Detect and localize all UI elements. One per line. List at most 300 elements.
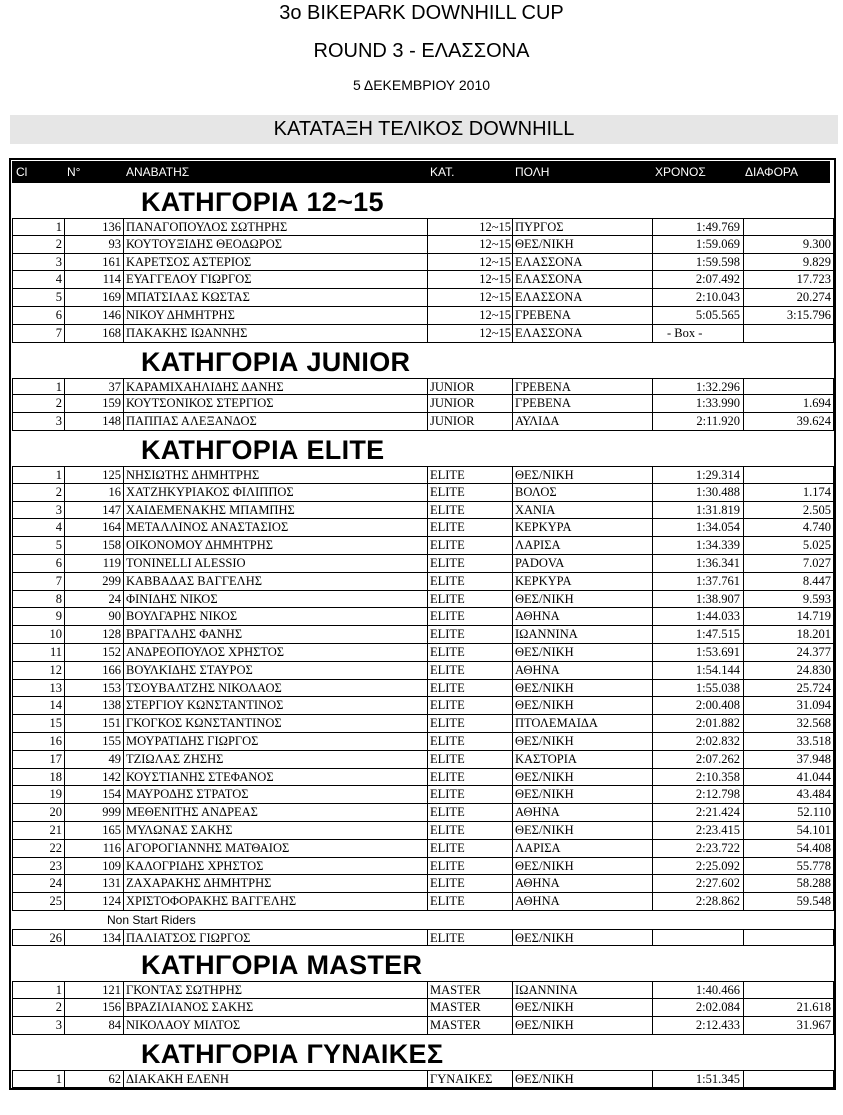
- cell-number: 168: [64, 325, 123, 343]
- table-row: [11, 325, 834, 343]
- table-row: [11, 644, 834, 662]
- cell-rider: ΠΑΛΙΑΤΣΟΣ ΓΙΩΡΓΟΣ: [123, 929, 427, 947]
- cell-city: ΚΑΣΤΟΡΙΑ: [512, 751, 652, 769]
- cell-position: 23: [12, 858, 64, 876]
- cell-time: 5:05.565: [652, 307, 743, 325]
- cell-city: ΧΑΝΙΑ: [512, 502, 652, 520]
- cell-position: 13: [12, 680, 64, 698]
- table-row: [11, 893, 834, 911]
- cell-rider: ΔΙΑΚΑΚΗ ΕΛΕΝΗ: [123, 1070, 427, 1088]
- cell-number: 169: [64, 289, 123, 307]
- cell-rider: ΑΓΟΡΟΓΙΑΝΝΗΣ ΜΑΤΘΑΙΟΣ: [123, 840, 427, 858]
- cell-city: ΑΘΗΝΑ: [512, 804, 652, 822]
- cell-diff: [743, 1070, 834, 1088]
- cell-number: 166: [64, 662, 123, 680]
- cell-time: 1:31.819: [652, 502, 743, 520]
- cell-rider: ΦΙΝΙΔΗΣ ΝΙΚΟΣ: [123, 591, 427, 609]
- cell-number: 159: [64, 395, 123, 413]
- cell-category: ELITE: [427, 822, 512, 840]
- table-row: [11, 395, 834, 413]
- cell-position: 11: [12, 644, 64, 662]
- table-row: [11, 555, 834, 573]
- table-row: [11, 626, 834, 644]
- cell-time: 2:21.424: [652, 804, 743, 822]
- cell-diff: 4.740: [743, 519, 834, 537]
- cell-diff: 17.723: [743, 271, 834, 289]
- table-row: [11, 254, 834, 272]
- table-row: [11, 999, 834, 1017]
- table-row: [11, 608, 834, 626]
- non-start-label: Non Start Riders: [107, 912, 196, 927]
- cell-number: 152: [64, 644, 123, 662]
- cell-number: 299: [64, 573, 123, 591]
- cell-diff: 39.624: [743, 413, 834, 431]
- cell-position: 24: [12, 875, 64, 893]
- cell-number: 16: [64, 484, 123, 502]
- table-row: [11, 751, 834, 769]
- cell-rider: ΧΑΙΔΕΜΕΝΑΚΗΣ ΜΠΑΜΠΗΣ: [123, 502, 427, 520]
- col-number: N°: [67, 165, 81, 179]
- cell-position: 6: [12, 307, 64, 325]
- cell-number: 84: [64, 1017, 123, 1035]
- cell-time: 1:53.691: [652, 644, 743, 662]
- category-title: ΚΑΤΗΓΟΡΙΑ JUNIOR: [141, 346, 411, 377]
- cell-city: ΘΕΣ/ΝΙΚΗ: [512, 644, 652, 662]
- cell-position: 12: [12, 662, 64, 680]
- cell-diff: 9.829: [743, 254, 834, 272]
- category-heading: [11, 343, 834, 378]
- cell-city: ΘΕΣ/ΝΙΚΗ: [512, 591, 652, 609]
- cell-time: 1:44.033: [652, 608, 743, 626]
- cell-number: 147: [64, 502, 123, 520]
- cell-position: 26: [12, 929, 64, 947]
- cell-time: 1:32.296: [652, 378, 743, 396]
- cell-rider: ΠΑΝΑΓΟΠΟΥΛΟΣ ΣΩΤΗΡΗΣ: [123, 218, 427, 236]
- cell-category: 12~15: [427, 218, 512, 236]
- table-row: [11, 680, 834, 698]
- table-row: [11, 537, 834, 555]
- cell-number: 138: [64, 697, 123, 715]
- cell-time: 2:10.043: [652, 289, 743, 307]
- cell-number: 124: [64, 893, 123, 911]
- cell-diff: 1.694: [743, 395, 834, 413]
- cell-rider: ΓΚΟΓΚΟΣ ΚΩΝΣΤΑΝΤΙΝΟΣ: [123, 715, 427, 733]
- cell-position: 15: [12, 715, 64, 733]
- cell-city: ΑΘΗΝΑ: [512, 875, 652, 893]
- cell-position: 21: [12, 822, 64, 840]
- cell-rider: ΣΤΕΡΓΙΟΥ ΚΩΝΣΤΑΝΤΙΝΟΣ: [123, 697, 427, 715]
- cell-number: 121: [64, 981, 123, 999]
- cell-diff: [743, 218, 834, 236]
- table-row: [11, 591, 834, 609]
- cell-rider: ΚΑΡΕΤΣΟΣ ΑΣΤΕΡΙΟΣ: [123, 254, 427, 272]
- cell-position: 9: [12, 608, 64, 626]
- cell-number: 151: [64, 715, 123, 733]
- cell-category: MASTER: [427, 999, 512, 1017]
- cell-number: 154: [64, 786, 123, 804]
- cell-rider: ΜΕΘΕΝΙΤΗΣ ΑΝΔΡΕΑΣ: [123, 804, 427, 822]
- cell-rider: ΟΙΚΟΝΟΜΟΥ ΔΗΜΗΤΡΗΣ: [123, 537, 427, 555]
- cell-position: 1: [12, 1070, 64, 1088]
- cell-time: 2:00.408: [652, 697, 743, 715]
- cell-diff: 8.447: [743, 573, 834, 591]
- cell-time: 1:37.761: [652, 573, 743, 591]
- cell-time: 2:02.084: [652, 999, 743, 1017]
- cell-number: 155: [64, 733, 123, 751]
- cell-rider: ΤΖΙΩΛΑΣ ΖΗΣΗΣ: [123, 751, 427, 769]
- table-row: [11, 378, 834, 396]
- cell-category: 12~15: [427, 325, 512, 343]
- table-row: [11, 786, 834, 804]
- event-title: 3o BIKEPARK DOWNHILL CUP: [279, 2, 564, 24]
- cell-city: ΒΟΛΟΣ: [512, 484, 652, 502]
- cell-time: 1:54.144: [652, 662, 743, 680]
- cell-rider: ΠΑΚΑΚΗΣ ΙΩΑΝΝΗΣ: [123, 325, 427, 343]
- table-row: [11, 840, 834, 858]
- cell-time: 2:01.882: [652, 715, 743, 733]
- table-row: [11, 875, 834, 893]
- cell-position: 2: [12, 395, 64, 413]
- cell-number: 156: [64, 999, 123, 1017]
- cell-rider: ΖΑΧΑΡΑΚΗΣ ΔΗΜΗΤΡΗΣ: [123, 875, 427, 893]
- round-title: ROUND 3 - ΕΛΑΣΣΟΝΑ: [313, 40, 530, 62]
- cell-rider: ΒΟΥΛΓΑΡΗΣ ΝΙΚΟΣ: [123, 608, 427, 626]
- cell-position: 16: [12, 733, 64, 751]
- cell-position: 3: [12, 1017, 64, 1035]
- cell-position: 5: [12, 289, 64, 307]
- cell-category: 12~15: [427, 307, 512, 325]
- cell-time: 1:59.598: [652, 254, 743, 272]
- cell-position: 22: [12, 840, 64, 858]
- cell-category: JUNIOR: [427, 413, 512, 431]
- column-header-row: [12, 161, 830, 183]
- results-banner: [10, 115, 838, 144]
- cell-diff: 41.044: [743, 769, 834, 787]
- cell-position: 8: [12, 591, 64, 609]
- cell-time: 1:59.069: [652, 236, 743, 254]
- cell-city: ΘΕΣ/ΝΙΚΗ: [512, 999, 652, 1017]
- cell-category: JUNIOR: [427, 378, 512, 396]
- cell-diff: [743, 378, 834, 396]
- cell-category: ELITE: [427, 573, 512, 591]
- banner-title: ΚΑΤΑΤΑΞΗ ΤΕΛΙΚΟΣ DOWNHILL: [273, 118, 575, 140]
- cell-category: ELITE: [427, 804, 512, 822]
- cell-city: ΘΕΣ/ΝΙΚΗ: [512, 1017, 652, 1035]
- cell-position: 7: [12, 325, 64, 343]
- cell-city: ΘΕΣ/ΝΙΚΗ: [512, 236, 652, 254]
- cell-diff: 59.548: [743, 893, 834, 911]
- table-row: [11, 573, 834, 591]
- cell-number: 49: [64, 751, 123, 769]
- cell-city: ΓΡΕΒΕΝΑ: [512, 378, 652, 396]
- cell-diff: 55.778: [743, 858, 834, 876]
- cell-city: ΛΑΡΙΣΑ: [512, 537, 652, 555]
- cell-position: 1: [12, 466, 64, 484]
- cell-rider: ΚΟΥΤΣΟΝΙΚΟΣ ΣΤΕΡΓΙΟΣ: [123, 395, 427, 413]
- cell-diff: 7.027: [743, 555, 834, 573]
- cell-number: 128: [64, 626, 123, 644]
- cell-number: 136: [64, 218, 123, 236]
- category-heading: [11, 1035, 834, 1070]
- cell-city: ΕΛΑΣΣΟΝΑ: [512, 254, 652, 272]
- cell-time: 2:07.492: [652, 271, 743, 289]
- cell-time: 1:34.054: [652, 519, 743, 537]
- cell-category: ELITE: [427, 769, 512, 787]
- cell-category: 12~15: [427, 254, 512, 272]
- cell-category: ELITE: [427, 502, 512, 520]
- cell-rider: ΜΟΥΡΑΤΙΔΗΣ ΓΙΩΡΓΟΣ: [123, 733, 427, 751]
- table-row: [11, 929, 834, 947]
- cell-city: ΘΕΣ/ΝΙΚΗ: [512, 769, 652, 787]
- cell-city: ΘΕΣ/ΝΙΚΗ: [512, 858, 652, 876]
- cell-rider: ΕΥΑΓΓΕΛΟΥ ΓΙΩΡΓΟΣ: [123, 271, 427, 289]
- cell-city: ΓΡΕΒΕΝΑ: [512, 307, 652, 325]
- cell-number: 125: [64, 466, 123, 484]
- cell-diff: 18.201: [743, 626, 834, 644]
- cell-category: JUNIOR: [427, 395, 512, 413]
- results-body: [11, 183, 834, 1088]
- category-title: ΚΑΤΗΓΟΡΙΑ MASTER: [141, 950, 423, 981]
- cell-diff: [743, 981, 834, 999]
- cell-time: 2:10.358: [652, 769, 743, 787]
- cell-city: ΑΘΗΝΑ: [512, 662, 652, 680]
- cell-city: ΘΕΣ/ΝΙΚΗ: [512, 733, 652, 751]
- cell-position: 5: [12, 537, 64, 555]
- cell-position: 17: [12, 751, 64, 769]
- cell-category: 12~15: [427, 289, 512, 307]
- cell-time: 1:34.339: [652, 537, 743, 555]
- cell-city: ΕΛΑΣΣΟΝΑ: [512, 325, 652, 343]
- cell-number: 24: [64, 591, 123, 609]
- cell-rider: ΠΑΠΠΑΣ ΑΛΕΞΑΝΔΟΣ: [123, 413, 427, 431]
- cell-city: ΘΕΣ/ΝΙΚΗ: [512, 697, 652, 715]
- cell-diff: 37.948: [743, 751, 834, 769]
- cell-rider: TONINELLI ALESSIO: [123, 555, 427, 573]
- cell-city: ΑΘΗΝΑ: [512, 608, 652, 626]
- category-heading: [11, 431, 834, 466]
- cell-category: ELITE: [427, 680, 512, 698]
- cell-time: 2:25.092: [652, 858, 743, 876]
- cell-rider: ΚΟΥΤΟΥΞΙΔΗΣ ΘΕΟΔΩΡΟΣ: [123, 236, 427, 254]
- table-row: [11, 271, 834, 289]
- cell-number: 134: [64, 929, 123, 947]
- table-row: [11, 218, 834, 236]
- cell-diff: 33.518: [743, 733, 834, 751]
- cell-time: 2:28.862: [652, 893, 743, 911]
- cell-number: 114: [64, 271, 123, 289]
- cell-number: 158: [64, 537, 123, 555]
- cell-category: ELITE: [427, 608, 512, 626]
- cell-number: 999: [64, 804, 123, 822]
- cell-category: ELITE: [427, 893, 512, 911]
- cell-city: ΕΛΑΣΣΟΝΑ: [512, 271, 652, 289]
- cell-rider: ΚΑΛΟΓΡΙΔΗΣ ΧΡΗΣΤΟΣ: [123, 858, 427, 876]
- cell-diff: 54.408: [743, 840, 834, 858]
- table-row: [11, 289, 834, 307]
- cell-number: 148: [64, 413, 123, 431]
- col-category: ΚΑΤ.: [430, 165, 455, 179]
- cell-diff: 9.593: [743, 591, 834, 609]
- cell-position: 4: [12, 271, 64, 289]
- cell-time: [652, 929, 743, 947]
- table-row: [11, 1070, 834, 1088]
- table-row: [11, 502, 834, 520]
- table-row: [11, 484, 834, 502]
- cell-diff: 20.274: [743, 289, 834, 307]
- cell-time: 1:47.515: [652, 626, 743, 644]
- cell-time: 2:11.920: [652, 413, 743, 431]
- table-row: [11, 307, 834, 325]
- cell-position: 20: [12, 804, 64, 822]
- cell-diff: 31.967: [743, 1017, 834, 1035]
- cell-number: 142: [64, 769, 123, 787]
- event-date: 5 ΔΕΚΕΜΒΡΙΟΥ 2010: [352, 77, 491, 93]
- category-title: ΚΑΤΗΓΟΡΙΑ ELITE: [141, 434, 385, 465]
- table-row: [11, 858, 834, 876]
- cell-rider: ΚΑΡΑΜΙΧΑΗΛΙΔΗΣ ΔΑΝΗΣ: [123, 378, 427, 396]
- cell-rider: ΝΗΣΙΩΤΗΣ ΔΗΜΗΤΡΗΣ: [123, 466, 427, 484]
- cell-category: ELITE: [427, 715, 512, 733]
- cell-rider: ΑΝΔΡΕΟΠΟΥΛΟΣ ΧΡΗΣΤΟΣ: [123, 644, 427, 662]
- cell-rider: ΝΙΚΟΥ ΔΗΜΗΤΡΗΣ: [123, 307, 427, 325]
- cell-rider: ΜΕΤΑΛΛΙΝΟΣ ΑΝΑΣΤΑΣΙΟΣ: [123, 519, 427, 537]
- table-row: [11, 981, 834, 999]
- category-heading: [11, 946, 834, 981]
- cell-time: 1:36.341: [652, 555, 743, 573]
- cell-city: ΘΕΣ/ΝΙΚΗ: [512, 680, 652, 698]
- cell-diff: [743, 466, 834, 484]
- cell-position: 1: [12, 378, 64, 396]
- cell-rider: ΜΥΛΩΝΑΣ ΣΑΚΗΣ: [123, 822, 427, 840]
- cell-city: ΘΕΣ/ΝΙΚΗ: [512, 786, 652, 804]
- table-row: [11, 519, 834, 537]
- cell-time: 2:27.602: [652, 875, 743, 893]
- table-row: [11, 769, 834, 787]
- col-rider: ΑΝΑΒΑΤΗΣ: [126, 165, 190, 179]
- cell-city: ΑΥΛΙΔΑ: [512, 413, 652, 431]
- cell-diff: 21.618: [743, 999, 834, 1017]
- cell-time: - Box -: [652, 325, 743, 343]
- cell-position: 1: [12, 981, 64, 999]
- cell-time: 1:49.769: [652, 218, 743, 236]
- cell-rider: ΒΡΑΓΓΑΛΗΣ ΦΑΝΗΣ: [123, 626, 427, 644]
- cell-rider: ΝΙΚΟΛΑΟΥ ΜΙΛΤΟΣ: [123, 1017, 427, 1035]
- table-row: [11, 1017, 834, 1035]
- cell-number: 109: [64, 858, 123, 876]
- cell-city: ΠΤΟΛΕΜΑΙΔΑ: [512, 715, 652, 733]
- cell-rider: ΧΑΤΖΗΚΥΡΙΑΚΟΣ ΦΙΛΙΠΠΟΣ: [123, 484, 427, 502]
- cell-number: 119: [64, 555, 123, 573]
- cell-rider: ΓΚΟΝΤΑΣ ΣΩΤΗΡΗΣ: [123, 981, 427, 999]
- cell-time: 1:33.990: [652, 395, 743, 413]
- cell-category: ΓΥΝΑΙΚΕΣ: [427, 1070, 512, 1088]
- table-row: [11, 466, 834, 484]
- cell-number: 116: [64, 840, 123, 858]
- cell-city: ΙΩΑΝΝΙΝΑ: [512, 981, 652, 999]
- cell-rider: ΒΟΥΛΚΙΔΗΣ ΣΤΑΥΡΟΣ: [123, 662, 427, 680]
- cell-category: ELITE: [427, 840, 512, 858]
- cell-diff: 1.174: [743, 484, 834, 502]
- table-row: [11, 715, 834, 733]
- cell-diff: 24.830: [743, 662, 834, 680]
- cell-number: 161: [64, 254, 123, 272]
- cell-position: 7: [12, 573, 64, 591]
- cell-time: 2:12.433: [652, 1017, 743, 1035]
- table-row: [11, 822, 834, 840]
- cell-category: 12~15: [427, 271, 512, 289]
- category-title: ΚΑΤΗΓΟΡΙΑ ΓΥΝΑΙΚΕΣ: [141, 1038, 444, 1069]
- cell-category: ELITE: [427, 591, 512, 609]
- cell-time: 1:30.488: [652, 484, 743, 502]
- cell-city: ΠΥΡΓΟΣ: [512, 218, 652, 236]
- cell-number: 165: [64, 822, 123, 840]
- cell-diff: 58.288: [743, 875, 834, 893]
- cell-time: 1:38.907: [652, 591, 743, 609]
- category-heading: [11, 183, 834, 218]
- cell-category: ELITE: [427, 519, 512, 537]
- cell-category: ELITE: [427, 466, 512, 484]
- cell-position: 18: [12, 769, 64, 787]
- cell-position: 4: [12, 519, 64, 537]
- cell-time: 2:23.415: [652, 822, 743, 840]
- cell-category: ELITE: [427, 662, 512, 680]
- cell-city: ΘΕΣ/ΝΙΚΗ: [512, 466, 652, 484]
- table-row: [11, 733, 834, 751]
- cell-position: 3: [12, 502, 64, 520]
- cell-category: MASTER: [427, 981, 512, 999]
- results-table: [9, 158, 836, 1090]
- cell-position: 25: [12, 893, 64, 911]
- cell-number: 90: [64, 608, 123, 626]
- cell-number: 153: [64, 680, 123, 698]
- cell-position: 2: [12, 484, 64, 502]
- cell-diff: 9.300: [743, 236, 834, 254]
- cell-diff: 31.094: [743, 697, 834, 715]
- cell-position: 14: [12, 697, 64, 715]
- cell-diff: [743, 929, 834, 947]
- cell-city: ΛΑΡΙΣΑ: [512, 840, 652, 858]
- cell-number: 93: [64, 236, 123, 254]
- cell-number: 37: [64, 378, 123, 396]
- cell-category: ELITE: [427, 697, 512, 715]
- cell-position: 2: [12, 999, 64, 1017]
- cell-category: ELITE: [427, 733, 512, 751]
- table-row: [11, 236, 834, 254]
- col-city: ΠΟΛΗ: [515, 165, 550, 179]
- cell-category: ELITE: [427, 875, 512, 893]
- col-time: ΧΡΟΝΟΣ: [655, 165, 706, 179]
- cell-diff: 3:15.796: [743, 307, 834, 325]
- cell-time: 1:40.466: [652, 981, 743, 999]
- cell-city: ΑΘΗΝΑ: [512, 893, 652, 911]
- cell-number: 62: [64, 1070, 123, 1088]
- cell-rider: ΜΑΥΡΟΔΗΣ ΣΤΡΑΤΟΣ: [123, 786, 427, 804]
- cell-position: 1: [12, 218, 64, 236]
- cell-rider: ΧΡΙΣΤΟΦΟΡΑΚΗΣ ΒΑΓΓΕΛΗΣ: [123, 893, 427, 911]
- cell-category: ELITE: [427, 626, 512, 644]
- cell-city: ΕΛΑΣΣΟΝΑ: [512, 289, 652, 307]
- cell-diff: 25.724: [743, 680, 834, 698]
- cell-diff: 5.025: [743, 537, 834, 555]
- cell-position: 10: [12, 626, 64, 644]
- category-title: ΚΑΤΗΓΟΡΙΑ 12~15: [141, 187, 384, 217]
- cell-diff: 43.484: [743, 786, 834, 804]
- cell-diff: 24.377: [743, 644, 834, 662]
- cell-diff: 54.101: [743, 822, 834, 840]
- cell-rider: ΚΟΥΣΤΙΑΝΗΣ ΣΤΕΦΑΝΟΣ: [123, 769, 427, 787]
- col-diff: ΔΙΑΦΟΡΑ: [745, 165, 799, 179]
- cell-number: 164: [64, 519, 123, 537]
